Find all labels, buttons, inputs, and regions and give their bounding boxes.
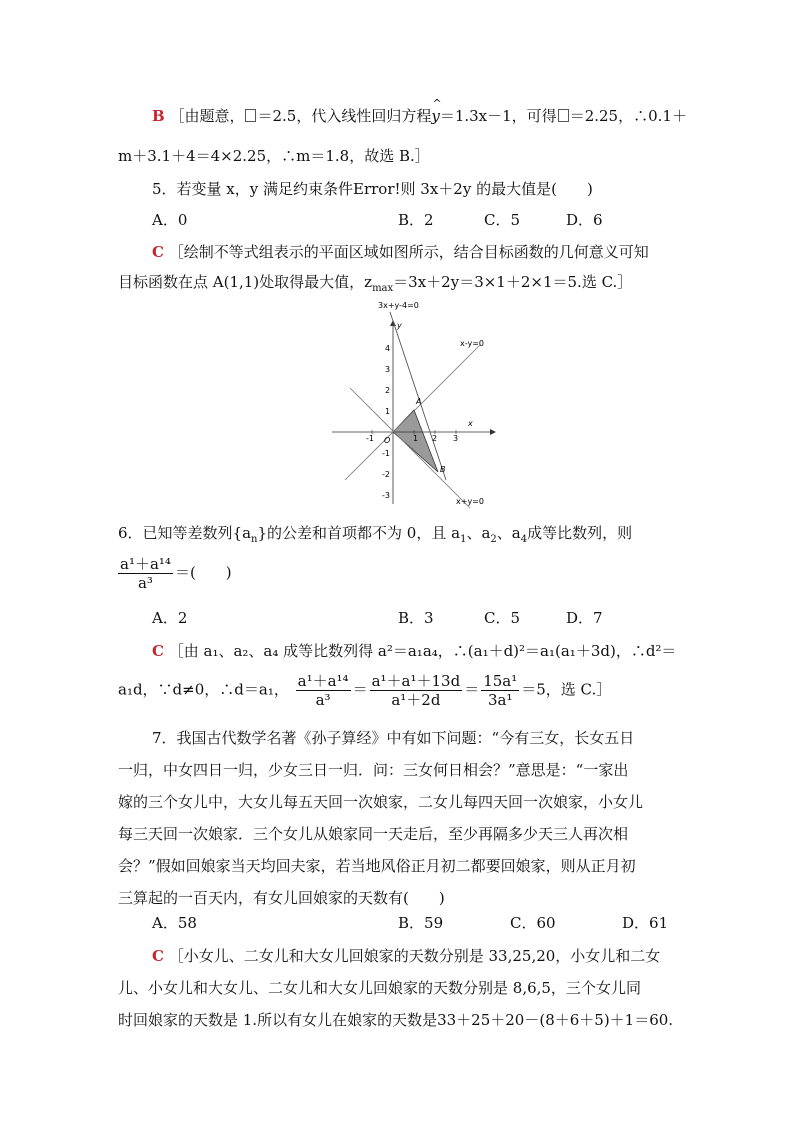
q5-option-a: A．0 [152, 211, 188, 229]
line-x-minus-y [345, 345, 480, 480]
x-axis-label: x [468, 419, 473, 428]
q6-fraction-1: $\frac{\text{a¹＋a¹⁴}}{\text{a³}}$ [297, 672, 349, 709]
y-axis-label: y [397, 321, 402, 330]
q6-option-a: A．2 [152, 609, 188, 627]
q7-solution-line-3: 时回娘家的天数是 1.所以有女儿在娘家的天数是33＋25＋20－(8＋6＋5)＋1＝60. [118, 1011, 674, 1029]
q5-stem: 5．若变量 x，y 满足约束条件Error!则 3x＋2y 的最大值是( ) [152, 180, 593, 198]
q4-solution-line-1: B ［由题意， ＝2.5，代入线性回归方程^ y＝1.3x－1，可得 ＝2.25，∴0.1＋ [152, 106, 687, 126]
y-bar-symbol [558, 109, 569, 122]
y-tick-1: 1 [385, 407, 391, 416]
y-tick-3: 3 [385, 365, 391, 374]
x-tick-3: 3 [453, 434, 459, 443]
q6-stem-line-1: 6．已知等差数列$\{a_n\}$的公差和首项都不为 0，且 $a_1$、$a_2$、$a_4$成等比数列，则 [118, 524, 633, 545]
label-3x-plus-y-minus-4: 3x+y-4=0 [378, 301, 419, 310]
y-hat-symbol: ^ y [431, 106, 439, 126]
q4-solution-line-2: m＋3.1＋4＝4×2.25，∴m＝1.8，故选 B.］ [118, 147, 430, 165]
line-3x-plus-y-minus-4 [390, 312, 446, 480]
q7-option-a: A．58 [152, 914, 197, 932]
q6-option-b: B．3 [398, 609, 434, 627]
q6-stem-fraction: $\frac{\text{a¹＋a¹⁴}}{\text{a³}}$ [120, 555, 171, 592]
q6-option-d: D．7 [566, 609, 603, 627]
q7-stem-line-1: 7．我国古代数学名著《孙子算经》中有如下问题：“今有三女，长女五日 [152, 729, 635, 747]
q5-solution-line-1: C ［绘制不等式组表示的平面区域如图所示，结合目标函数的几何意义可知 [152, 243, 649, 261]
q5-option-d: D．6 [566, 211, 603, 229]
feasible-region-graph [330, 298, 500, 510]
y-tick-2: 2 [385, 386, 391, 395]
q7-solution-line-2: 儿、小女儿和大女儿、二女儿和大女儿回娘家的天数分别是 8,6,5，三个女儿同 [118, 979, 641, 997]
label-x-plus-y: x+y=0 [456, 497, 484, 506]
line-x-plus-y [350, 388, 470, 508]
y-tick-neg1: -1 [382, 449, 390, 458]
q7-option-d: D．61 [622, 914, 669, 932]
point-a-label: A [416, 397, 422, 406]
q6-solution-line-1: C ［由 a₁、a₂、a₄ 成等比数列得 a²＝a₁a₄，∴(a₁＋d)²＝a₁(a₁＋3d)，∴d²＝ [152, 642, 677, 660]
q7-stem-line-5: 会？”假如回娘家当天均回夫家，若当地风俗正月初二都要回娘家，则从正月初 [118, 857, 636, 875]
q6-solution-line-2: a₁d，∵d≠0，∴d＝a₁， $\frac{\text{a¹＋a¹⁴}}{\text{a³}}$ ＝ $\frac{\text{a¹＋a¹＋13d}}{\text{a¹＋2d}}$ ＝ $\frac{\text{15a¹}}{\text{3a¹}}$ ＝5，选 C.］ [118, 672, 612, 709]
x-bar-symbol [245, 109, 256, 122]
q5-answer: C [152, 243, 164, 261]
q7-stem-line-2: 一归，中女四日一归，少女三日一归．问：三女何日相会？”意思是：“一家出 [118, 761, 629, 779]
q5-solution-line-2: 目标函数在点 A(1,1)处取得最大值，$z_{max}=3x+2y=3\times 1+2\times 1=5$.选 C.］ [118, 273, 633, 294]
q7-solution-line-1: C ［小女儿、二女儿和大女儿回娘家的天数分别是 33,25,20，小女儿和二女 [152, 947, 661, 965]
q7-option-c: C．60 [510, 914, 556, 932]
origin-label: O [384, 436, 391, 445]
q7-stem-line-6: 三算起的一百天内，有女儿回娘家的天数有( ) [118, 889, 445, 907]
q6-stem-line-2: $\frac{\text{a¹＋a¹⁴}}{\text{a³}}$ ＝( ) [120, 555, 232, 592]
y-tick-neg2: -2 [382, 470, 390, 479]
x-tick-2: 2 [432, 434, 438, 443]
x-tick-1: 1 [413, 434, 419, 443]
q5-option-c: C．5 [484, 211, 521, 229]
label-x-minus-y: x-y=0 [460, 339, 485, 348]
x-tick-neg1: -1 [366, 434, 374, 443]
y-tick-4: 4 [385, 344, 391, 353]
q6-option-c: C．5 [484, 609, 521, 627]
q7-stem-line-4: 每三天回一次娘家．三个女儿从娘家同一天走后，至少再隔多少天三人再次相 [118, 825, 629, 843]
q6-fraction-2: $\frac{\text{a¹＋a¹＋13d}}{\text{a¹＋2d}}$ [371, 672, 461, 709]
q7-answer: C [152, 947, 164, 965]
q5-option-b: B．2 [398, 211, 434, 229]
y-tick-neg3: -3 [382, 491, 390, 500]
q6-answer: C [152, 642, 164, 660]
q4-answer: B [152, 107, 165, 125]
q7-stem-line-3: 嫁的三个女儿中，大女儿每五天回一次娘家，二女儿每四天回一次娘家，小女儿 [118, 793, 644, 811]
q6-fraction-3: $\frac{\text{15a¹}}{\text{3a¹}}$ [483, 672, 518, 709]
q7-option-b: B．59 [398, 914, 444, 932]
x-axis-arrow [490, 429, 496, 435]
point-b-label: B [440, 465, 446, 474]
